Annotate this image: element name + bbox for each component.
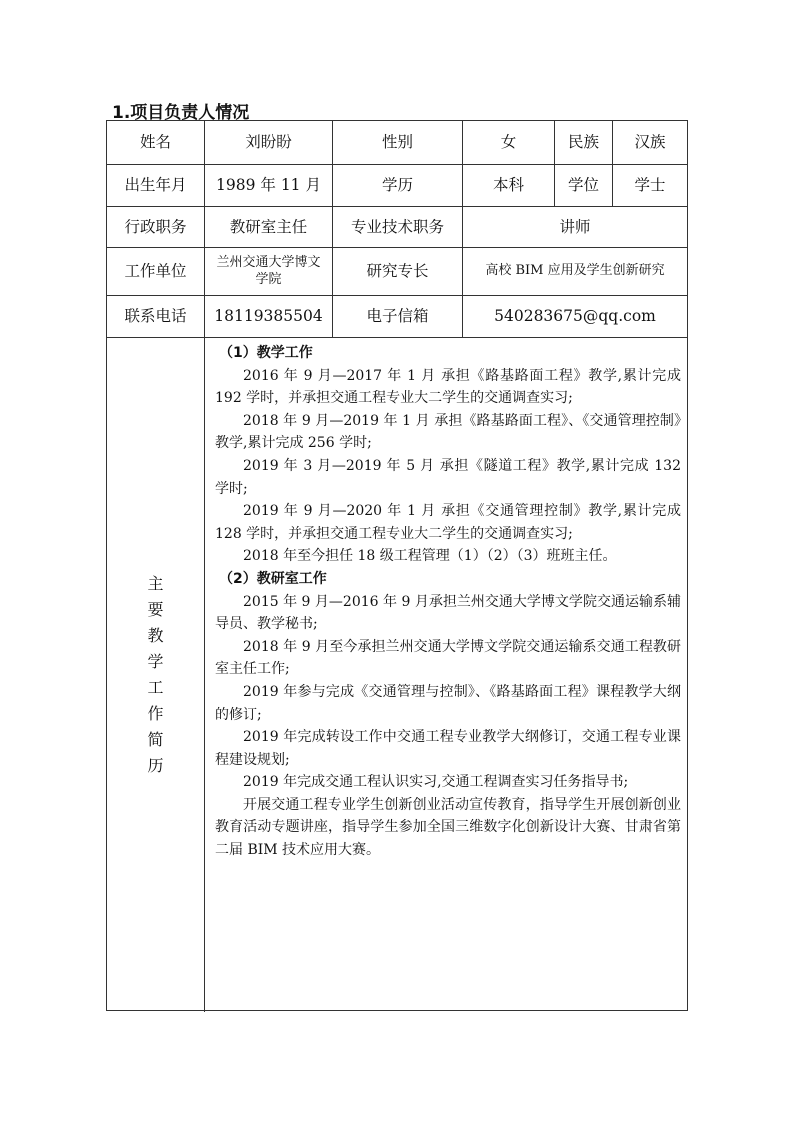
label-degree: 学位 bbox=[555, 165, 613, 207]
label-admin-post: 行政职务 bbox=[107, 207, 205, 248]
office-item: 2019 年参与完成《交通管理与控制》、《路基路面工程》课程教学大纲的修订; bbox=[215, 683, 681, 723]
teaching-item: 2019 年 3 月—2019 年 5 月 承担《隧道工程》教学,累计完成 132 学时; bbox=[215, 457, 681, 497]
value-admin-post: 教研室主任 bbox=[205, 207, 333, 248]
label-gender: 性别 bbox=[333, 121, 463, 165]
value-workplace: 兰州交通大学博文学院 bbox=[205, 248, 333, 296]
teaching-item: 2019 年 9 月—2020 年 1 月 承担《交通管理控制》教学,累计完成 128 学时，并承担交通工程专业大二学生的交通调查实习; bbox=[215, 503, 681, 542]
label-expertise: 研究专长 bbox=[333, 248, 463, 296]
value-ethnicity: 汉族 bbox=[613, 121, 687, 165]
history-label-char: 教 bbox=[147, 626, 164, 645]
history-label bbox=[107, 338, 205, 1012]
office-item: 2018 年 9 月至今承担兰州交通大学博文学院交通运输系交通工程教研室主任工作; bbox=[215, 638, 681, 678]
leader-info-table bbox=[106, 120, 688, 1011]
label-birth: 出生年月 bbox=[107, 165, 205, 207]
teaching-heading: （1）教学工作 bbox=[219, 345, 313, 361]
office-item: 2019 年完成交通工程认识实习,交通工程调查实习任务指导书; bbox=[243, 774, 629, 791]
history-label-char: 主 bbox=[147, 574, 164, 593]
value-gender: 女 bbox=[463, 121, 555, 165]
label-workplace: 工作单位 bbox=[107, 248, 205, 296]
label-title: 专业技术职务 bbox=[333, 207, 463, 248]
section-title: 1.项目负责人情况 bbox=[112, 103, 250, 123]
value-expertise: 高校 BIM 应用及学生创新研究 bbox=[463, 248, 687, 296]
label-ethnicity: 民族 bbox=[555, 121, 613, 165]
value-degree: 学士 bbox=[613, 165, 687, 207]
label-email: 电子信箱 bbox=[333, 296, 463, 338]
value-title: 讲师 bbox=[463, 207, 687, 248]
office-item: 2019 年完成转设工作中交通工程专业教学大纲修订，交通工程专业课程建设规划; bbox=[215, 729, 681, 768]
teaching-item: 2016 年 9 月—2017 年 1 月 承担《路基路面工程》教学,累计完成 192 学时，并承担交通工程专业大二学生的交通调查实习; bbox=[215, 367, 681, 407]
value-phone: 18119385504 bbox=[205, 296, 333, 338]
teaching-item: 2018 年 9 月—2019 年 1 月 承担《路基路面工程》、《交通管理控制》教学,累计完成 256 学时; bbox=[215, 412, 681, 452]
label-phone: 联系电话 bbox=[107, 296, 205, 338]
label-name: 姓名 bbox=[107, 121, 205, 165]
teaching-item: 2018 年至今担任 18 级工程管理（1）（2）（3）班班主任。 bbox=[243, 548, 617, 565]
office-item: 开展交通工程专业学生创新创业活动宣传教育，指导学生开展创新创业教育活动专题讲座，指导学生参加全国三维数字化创新设计大赛、甘肃省第二届 BIM 技术应用大赛。 bbox=[215, 796, 681, 859]
label-education: 学历 bbox=[333, 165, 463, 207]
office-item: 2015 年 9 月—2016 年 9 月承担兰州交通大学博文学院交通运输系辅导员、教学秘书; bbox=[215, 593, 681, 633]
history-label-char: 学 bbox=[147, 652, 164, 671]
value-education: 本科 bbox=[463, 165, 555, 207]
history-label-char: 要 bbox=[147, 600, 164, 619]
history-content bbox=[205, 338, 687, 1010]
history-label-char: 简 bbox=[147, 730, 164, 749]
value-name: 刘盼盼 bbox=[205, 121, 333, 165]
history-label-char: 工 bbox=[147, 678, 164, 697]
office-heading: （2）教研室工作 bbox=[219, 570, 327, 587]
value-birth: 1989 年 11 月 bbox=[205, 165, 333, 207]
value-email: 540283675@qq.com bbox=[463, 296, 687, 338]
history-label-char: 历 bbox=[147, 756, 164, 775]
history-label-char: 作 bbox=[147, 704, 164, 723]
